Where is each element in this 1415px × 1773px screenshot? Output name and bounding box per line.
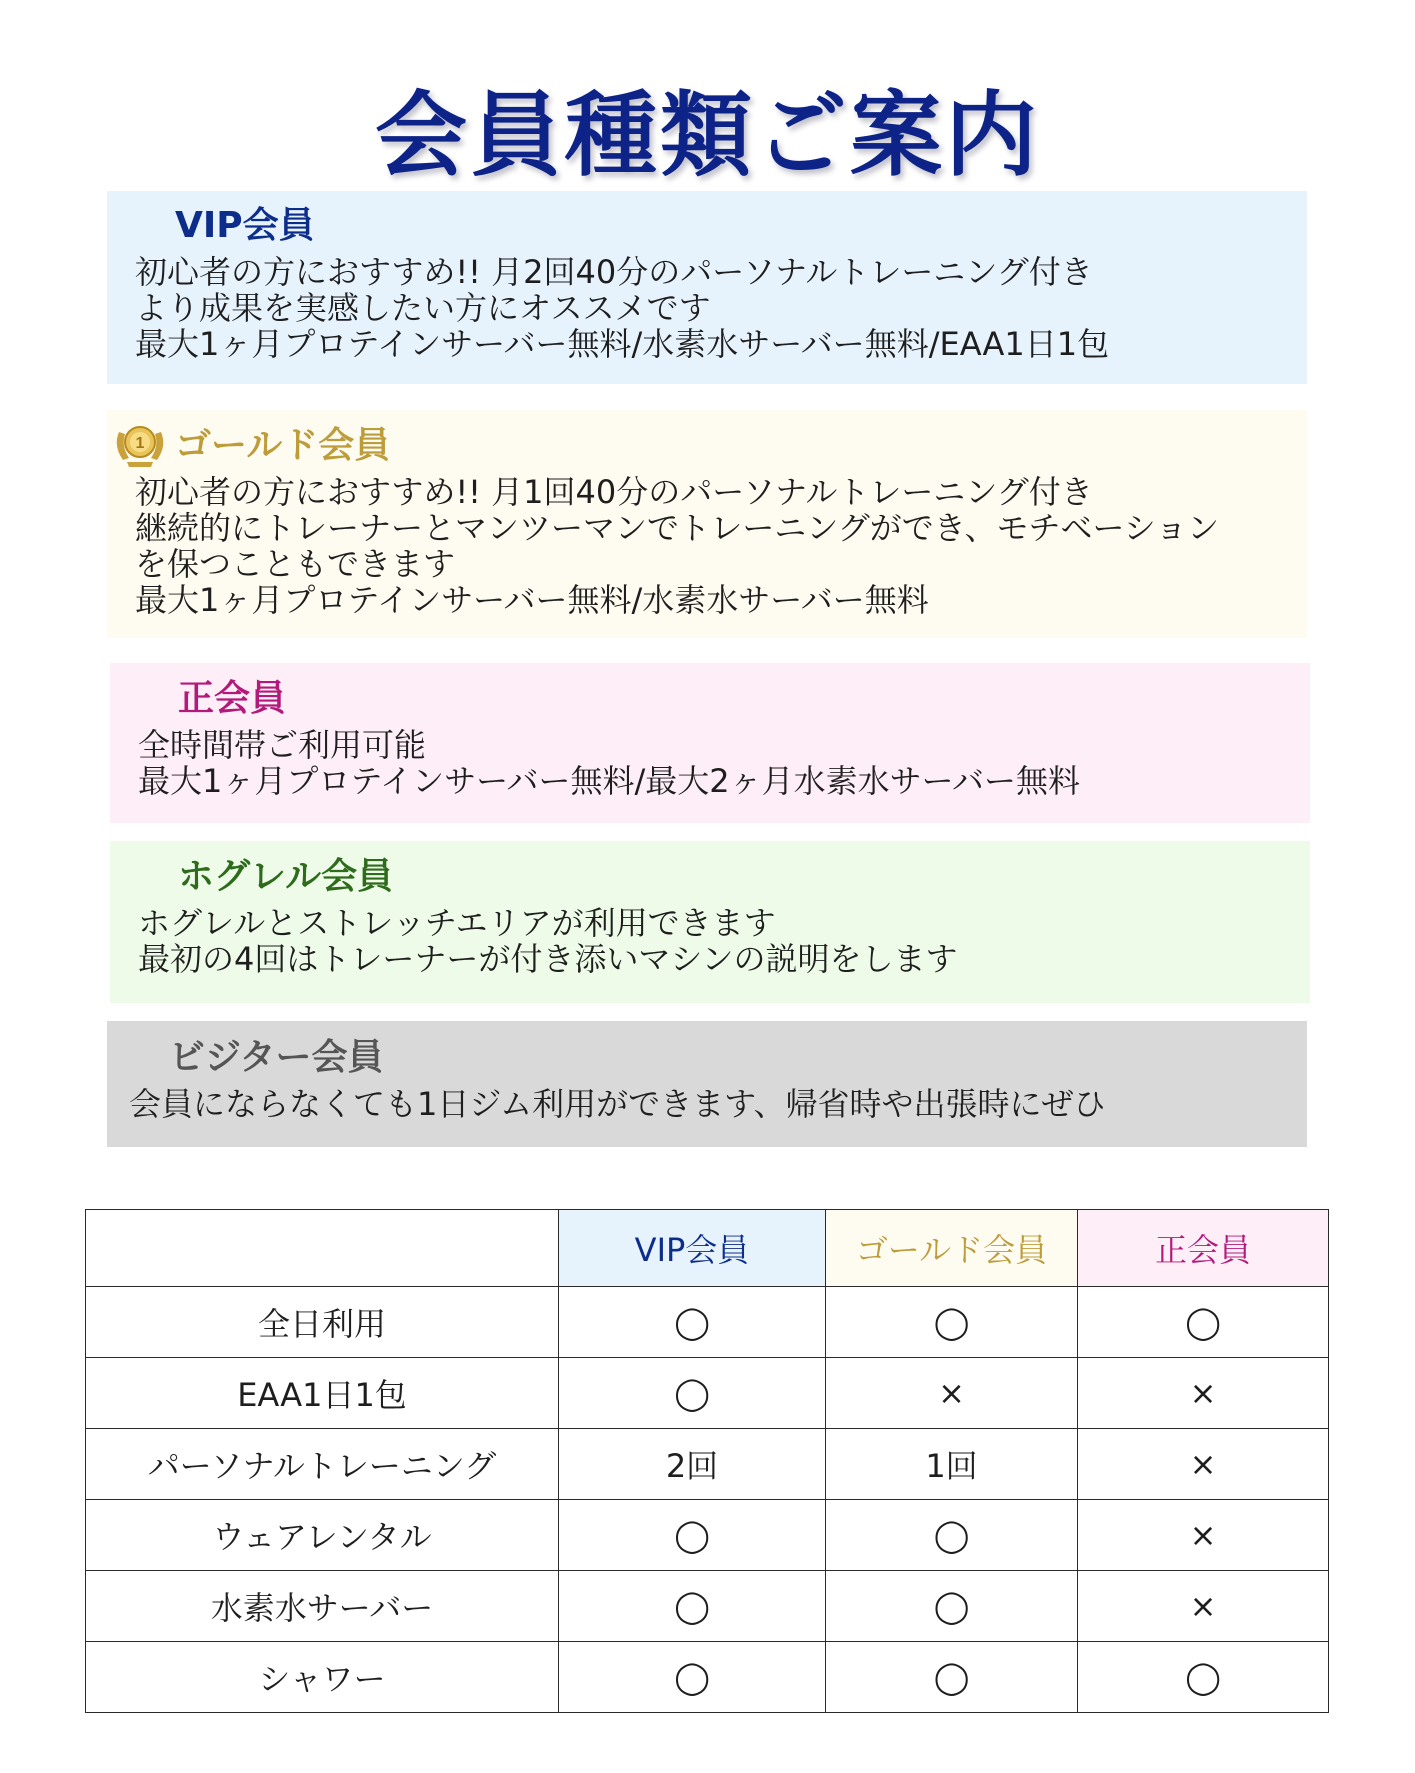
gold-line: を保つこともできます — [135, 545, 456, 583]
cell-vip: ◯ — [559, 1358, 826, 1429]
gold-description — [135, 474, 1307, 618]
hogurel-description — [138, 905, 1310, 977]
table-header-row — [86, 1210, 1329, 1287]
row-label: EAA1日1包 — [86, 1358, 559, 1429]
regular-line: 最大1ヶ月プロテインサーバー無料/最大2ヶ月水素水サーバー無料 — [138, 762, 1081, 800]
cell-regular: ◯ — [1078, 1642, 1329, 1713]
table-row — [86, 1358, 1329, 1429]
cell-regular: × — [1078, 1500, 1329, 1571]
medal-number: 1 — [135, 435, 145, 452]
cell-vip: 2回 — [559, 1429, 826, 1500]
vip-description — [135, 254, 1307, 362]
table-header-regular: 正会員 — [1078, 1210, 1329, 1287]
vip-membership-card — [107, 191, 1307, 384]
table-header-vip: VIP会員 — [559, 1210, 826, 1287]
visitor-description — [129, 1086, 1307, 1122]
row-label: パーソナルトレーニング — [86, 1429, 559, 1500]
regular-heading: 正会員 — [178, 678, 287, 719]
gold-line: 初心者の方におすすめ!! 月1回40分のパーソナルトレーニング付き — [135, 473, 1093, 511]
cell-regular: × — [1078, 1571, 1329, 1642]
vip-heading: VIP会員 — [175, 205, 315, 246]
cell-gold: ◯ — [826, 1287, 1078, 1358]
cell-regular: × — [1078, 1358, 1329, 1429]
regular-membership-card — [110, 663, 1310, 823]
cell-vip: ◯ — [559, 1571, 826, 1642]
table-row — [86, 1571, 1329, 1642]
cell-gold: ◯ — [826, 1571, 1078, 1642]
gold-medal-icon — [111, 418, 169, 470]
row-label: 全日利用 — [86, 1287, 559, 1358]
cell-vip: ◯ — [559, 1287, 826, 1358]
page-title: 会員種類ご案内 — [374, 82, 1040, 189]
row-label: ウェアレンタル — [86, 1500, 559, 1571]
vip-line: より成果を実感したい方にオススメです — [135, 289, 711, 327]
cell-regular: ◯ — [1078, 1287, 1329, 1358]
table-row — [86, 1500, 1329, 1571]
table-row — [86, 1642, 1329, 1713]
hogurel-line: ホグレルとストレッチエリアが利用できます — [138, 904, 776, 942]
cell-gold: ◯ — [826, 1642, 1078, 1713]
gold-heading: ゴールド会員 — [175, 425, 391, 466]
gold-line: 継続的にトレーナーとマンツーマンでトレーニングができ、モチベーション — [135, 509, 1220, 547]
visitor-heading: ビジター会員 — [169, 1037, 384, 1078]
table-row — [86, 1287, 1329, 1358]
table-header-empty — [86, 1210, 559, 1287]
table-header-gold: ゴールド会員 — [826, 1210, 1078, 1287]
row-label: 水素水サーバー — [86, 1571, 559, 1642]
cell-vip: ◯ — [559, 1500, 826, 1571]
gold-line: 最大1ヶ月プロテインサーバー無料/水素水サーバー無料 — [135, 581, 929, 619]
comparison-table — [85, 1209, 1329, 1713]
regular-description — [138, 727, 1310, 799]
visitor-membership-card — [107, 1021, 1307, 1147]
table-row — [86, 1429, 1329, 1500]
vip-line: 初心者の方におすすめ!! 月2回40分のパーソナルトレーニング付き — [135, 253, 1093, 291]
cell-gold: 1回 — [826, 1429, 1078, 1500]
hogurel-membership-card — [110, 841, 1310, 1003]
visitor-line: 会員にならなくても1日ジム利用ができます、帰省時や出張時にぜひ — [129, 1085, 1106, 1123]
cell-regular: × — [1078, 1429, 1329, 1500]
hogurel-line: 最初の4回はトレーナーが付き添いマシンの説明をします — [138, 940, 958, 978]
vip-line: 最大1ヶ月プロテインサーバー無料/水素水サーバー無料/EAA1日1包 — [135, 325, 1110, 363]
gold-membership-card — [107, 410, 1307, 638]
row-label: シャワー — [86, 1642, 559, 1713]
hogurel-heading: ホグレル会員 — [178, 856, 394, 897]
cell-gold: × — [826, 1358, 1078, 1429]
cell-vip: ◯ — [559, 1642, 826, 1713]
cell-gold: ◯ — [826, 1500, 1078, 1571]
regular-line: 全時間帯ご利用可能 — [138, 726, 427, 764]
